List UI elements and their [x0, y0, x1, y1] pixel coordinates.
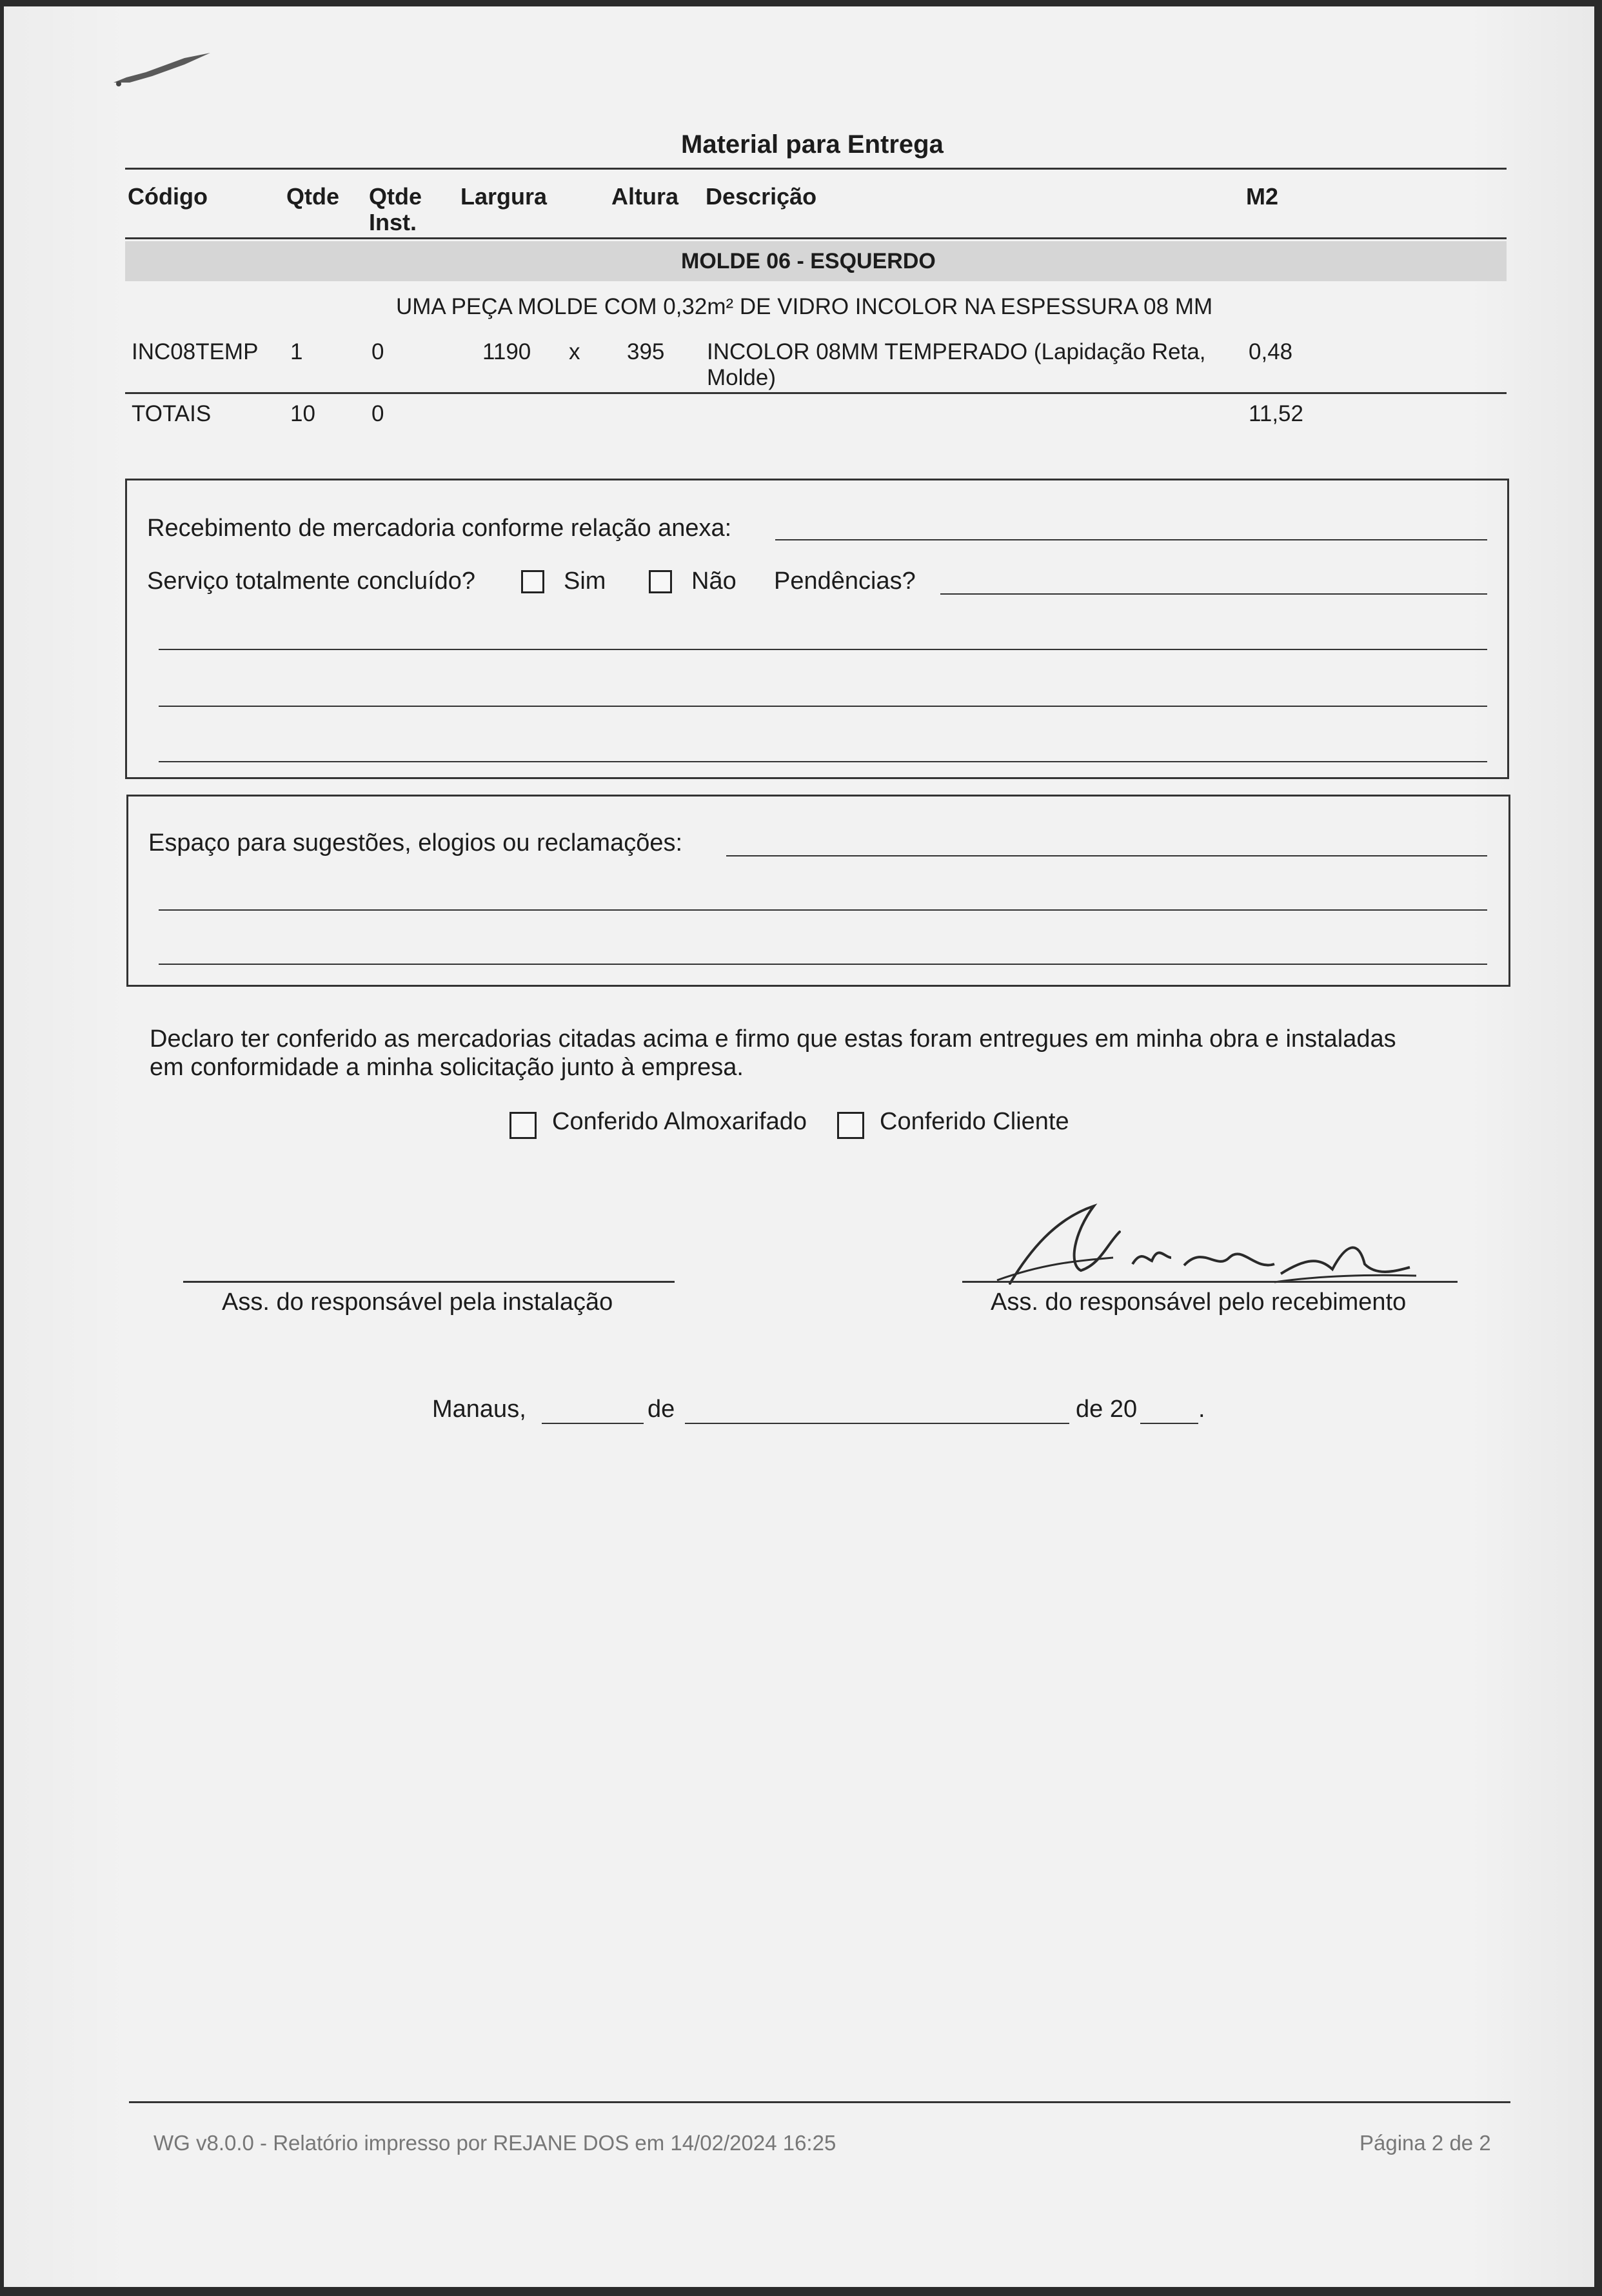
- col-codigo: Código: [128, 183, 208, 210]
- totals-qtde: 10: [290, 401, 315, 426]
- footer-rule: [129, 2101, 1510, 2103]
- totals-label: TOTAIS: [132, 401, 212, 426]
- totals-m2: 11,52: [1249, 401, 1303, 426]
- suggestion-line-3[interactable]: [159, 964, 1487, 965]
- sim-label: Sim: [564, 568, 606, 595]
- date-year-line[interactable]: [1140, 1423, 1198, 1424]
- date-city: Manaus,: [432, 1396, 526, 1423]
- row-largura: 1190: [482, 339, 531, 364]
- group-title: MOLDE 06 - ESQUERDO: [681, 249, 936, 273]
- footer-left: WG v8.0.0 - Relatório impresso por REJANE DOS em 14/02/2024 16:25: [153, 2131, 836, 2155]
- col-descricao: Descrição: [706, 183, 817, 210]
- date-de-2: de 20: [1076, 1396, 1138, 1423]
- receipt-label: Recebimento de mercadoria conforme relação anexa:: [147, 515, 732, 542]
- installer-signature-line[interactable]: [183, 1281, 675, 1283]
- handwritten-signature-icon: [971, 1193, 1436, 1303]
- report-title: Material para Entrega: [681, 130, 944, 159]
- receiver-signature-line[interactable]: [962, 1281, 1458, 1283]
- row-descricao-2: Molde): [707, 365, 776, 390]
- totals-qtde-inst: 0: [371, 401, 384, 426]
- row-altura: 395: [627, 339, 665, 364]
- row-codigo: INC08TEMP: [132, 339, 259, 364]
- header-rule: [125, 237, 1507, 239]
- conferido-almoxarifado-checkbox[interactable]: [509, 1112, 537, 1139]
- receiver-signature-label: Ass. do responsável pelo recebimento: [991, 1289, 1407, 1316]
- date-de-1: de: [648, 1396, 675, 1423]
- row-qtde: 1: [290, 339, 303, 364]
- suggestion-line-2[interactable]: [159, 909, 1487, 911]
- col-m2: M2: [1246, 183, 1279, 210]
- declaration-line-2: em conformidade a minha solicitação junto à empresa.: [150, 1054, 744, 1081]
- col-altura: Altura: [611, 183, 679, 210]
- group-note: UMA PEÇA MOLDE COM 0,32m² DE VIDRO INCOLOR NA ESPESSURA 08 MM: [396, 294, 1213, 319]
- receipt-notes-line-1[interactable]: [159, 649, 1487, 650]
- pendencias-line[interactable]: [940, 593, 1487, 595]
- footer-page-number: Página 2 de 2: [1360, 2131, 1491, 2155]
- sim-checkbox[interactable]: [521, 570, 544, 593]
- title-rule: [125, 168, 1507, 170]
- date-end: .: [1198, 1396, 1205, 1423]
- nao-label: Não: [691, 568, 737, 595]
- service-question: Serviço totalmente concluído?: [147, 568, 476, 595]
- declaration-line-1: Declaro ter conferido as mercadorias citadas acima e firmo que estas foram entregues em minha obra e instaladas: [150, 1025, 1396, 1053]
- row-x: x: [569, 339, 580, 364]
- date-day-line[interactable]: [542, 1423, 644, 1424]
- suggestion-box: [126, 795, 1510, 987]
- suggestion-label: Espaço para sugestões, elogios ou reclamações:: [148, 829, 683, 856]
- installer-signature-label: Ass. do responsável pela instalação: [222, 1289, 613, 1316]
- pendencias-label: Pendências?: [774, 568, 916, 595]
- col-qtde: Qtde: [286, 183, 340, 210]
- row-descricao-1: INCOLOR 08MM TEMPERADO (Lapidação Reta,: [707, 339, 1206, 364]
- receipt-notes-line-2[interactable]: [159, 706, 1487, 707]
- col-largura: Largura: [460, 183, 548, 210]
- suggestion-line-1[interactable]: [726, 855, 1487, 856]
- conferido-almoxarifado-label: Conferido Almoxarifado: [552, 1108, 807, 1135]
- conferido-cliente-checkbox[interactable]: [837, 1112, 864, 1139]
- col-qtde-inst-1: Qtde: [369, 183, 422, 210]
- ink-mark-icon: [107, 39, 217, 90]
- col-qtde-inst-2: Inst.: [369, 209, 417, 235]
- nao-checkbox[interactable]: [649, 570, 672, 593]
- receipt-line[interactable]: [775, 539, 1487, 540]
- row-qtde-inst: 0: [371, 339, 384, 364]
- row-m2: 0,48: [1249, 339, 1293, 364]
- receipt-notes-line-3[interactable]: [159, 761, 1487, 762]
- row-rule: [125, 392, 1507, 394]
- date-month-line[interactable]: [685, 1423, 1069, 1424]
- conferido-cliente-label: Conferido Cliente: [880, 1108, 1069, 1135]
- document-page: [4, 6, 1594, 2287]
